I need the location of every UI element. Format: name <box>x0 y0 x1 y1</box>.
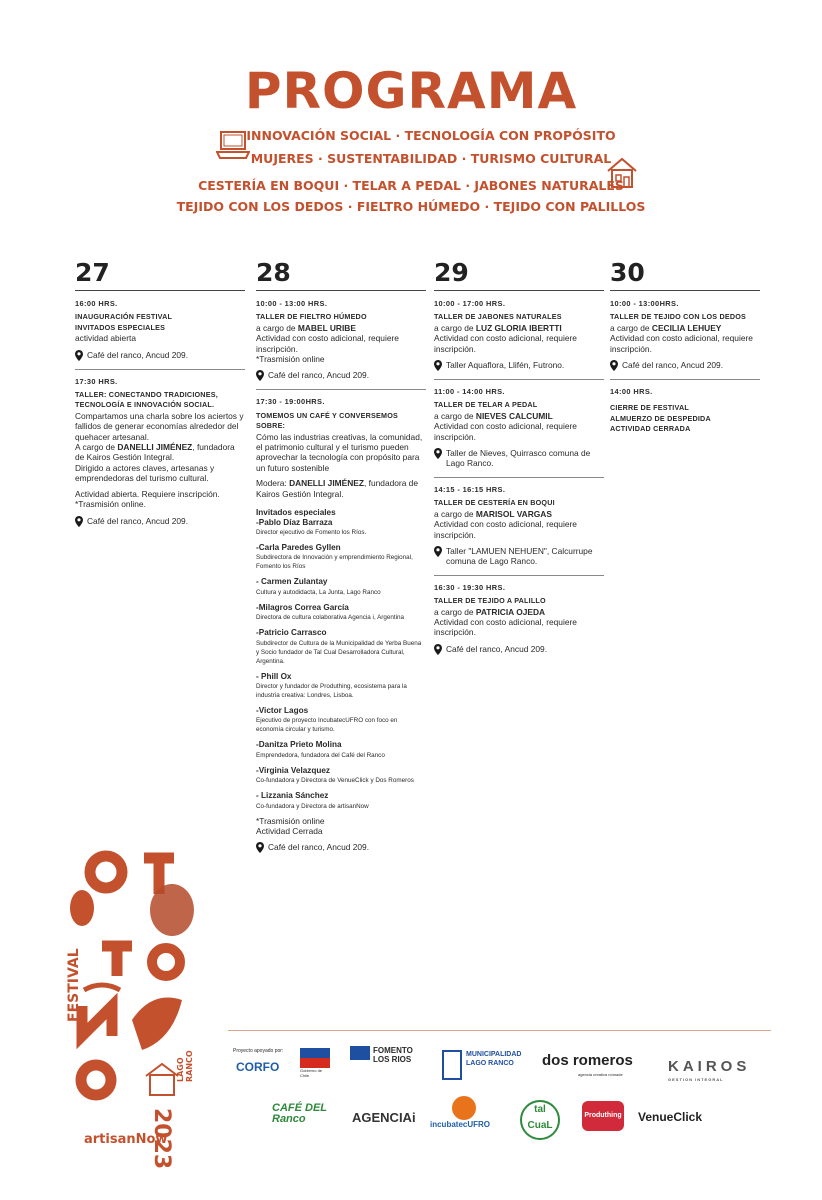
dosromeros-sub: agencia creativa nómade <box>578 1072 623 1077</box>
guest-name: -Victor Lagos <box>256 705 309 715</box>
event-time: 17:30 - 19:00HRS. <box>256 397 325 407</box>
guest-description: Co-fundadora y Directora de artisanNow <box>256 802 369 810</box>
event-host <box>256 323 426 333</box>
location-text: Café del ranco, Ancud 209. <box>622 360 724 371</box>
location-pin-icon <box>434 546 442 557</box>
cafe-del-ranco-logo: CAFÉ DEL Ranco <box>272 1102 327 1125</box>
event-title: TALLER DE CESTERÍA EN BOQUI <box>434 498 555 508</box>
festival-year: 2023 <box>149 1108 174 1170</box>
page-title: PROGRAMA <box>244 62 578 120</box>
event-location <box>434 448 604 469</box>
location-pin-icon <box>256 370 264 381</box>
location-pin-icon <box>75 516 83 527</box>
event-location <box>256 370 426 381</box>
house-icon <box>604 155 640 191</box>
host-prefix: a cargo de <box>434 606 476 617</box>
event-time: 16:00 HRS. <box>75 299 118 308</box>
event-time: 11:00 - 14:00 HRS. <box>434 387 505 397</box>
event-title: TALLER DE TEJIDO CON LOS DEDOS <box>610 312 747 322</box>
host-prefix: a cargo de <box>434 410 476 421</box>
event-moderator <box>256 478 426 499</box>
guest-name: - Lizzania Sánchez <box>256 791 329 801</box>
guest-item <box>256 577 426 596</box>
day-number: 30 <box>610 258 760 291</box>
incubatec-logo <box>430 1096 500 1129</box>
location-text: Taller "LAMUEN NEHUEN", Calcurrupe comuna de Lago Ranco. <box>446 545 593 567</box>
autumn-leaves-illustration <box>62 850 202 1150</box>
event-time: 10:00 - 17:00 HRS. <box>434 299 506 308</box>
event-note: Actividad con costo adicional, requiere inscripción. <box>256 333 399 354</box>
event-subtitle: INVITADOS ESPECIALES <box>75 322 166 332</box>
gobierno-text: Gobierno de Chile <box>300 1068 323 1078</box>
event-time: 10:00 - 13:00 HRS. <box>256 299 328 308</box>
guest-item <box>256 766 426 785</box>
guest-description: Cultura y autodidacta, La Junta, Lago Ranco <box>256 588 381 596</box>
divider <box>256 389 426 390</box>
location-pin-icon <box>610 360 618 371</box>
event-note: Actividad con costo adicional, requiere inscripción. <box>434 333 577 354</box>
venueclick-logo: VenueClick <box>638 1110 703 1124</box>
dosromeros-logo: dos romeros <box>542 1052 633 1069</box>
muni-text: MUNICIPALIDAD LAGO RANCO <box>466 1051 522 1067</box>
event-time: 14:00 HRS. <box>610 387 653 397</box>
topics-line-2: MUJERES · SUSTENTABILIDAD · TURISMO CULTURAL <box>250 151 612 166</box>
location-text: Café del ranco, Ancud 209. <box>87 349 189 360</box>
guest-description: Director y fundador de Produthing, ecosistema para la industria creativa: Londres, Lisboa. <box>256 682 407 699</box>
logos-divider <box>228 1030 771 1031</box>
event-description: Compartamos una charla sobre los aciertos y fallidos de generar economías alrededor del quehacer artesanal. <box>75 410 244 442</box>
host-prefix: a cargo de <box>610 322 652 333</box>
host-name: CECILIA LEHUEY <box>651 322 722 333</box>
event-title: INAUGURACIÓN FESTIVAL <box>75 312 173 322</box>
event-stream: *Trasmisión online <box>256 815 325 826</box>
event-location <box>75 516 245 527</box>
host-prefix: a cargo de <box>256 322 298 333</box>
guest-item <box>256 791 426 810</box>
host-name: PATRICIA OJEDA <box>475 606 546 617</box>
event-host <box>434 509 604 519</box>
guest-description: Subdirectora de Innovación y emprendimiento Regional, Fomento los Ríos <box>256 554 413 571</box>
guest-description: Directora de cultura colaborativa Agencia i, Argentina <box>256 614 405 622</box>
location-text: Taller Aquaflora, Llifén, Futrono. <box>446 360 565 371</box>
host-prefix: a cargo de <box>434 322 476 333</box>
guest-item <box>256 740 426 759</box>
event-note: Actividad con costo adicional, requiere inscripción. <box>610 333 753 354</box>
guest-list <box>256 518 426 811</box>
day-column-29 <box>434 258 604 655</box>
guest-name: -Virginia Velazquez <box>256 765 331 775</box>
event-stream: *Trasmisión online <box>256 354 325 365</box>
divider <box>610 379 760 380</box>
workshops-line-2: TEJIDO CON LOS DEDOS · FIELTRO HÚMEDO · TEJIDO CON PALILLOS <box>176 199 646 214</box>
location-text: Café del ranco, Ancud 209. <box>268 842 370 853</box>
event-time: 14:15 - 16:15 HRS. <box>434 484 506 494</box>
location-pin-icon <box>434 448 442 459</box>
location-text: Café del ranco, Ancud 209. <box>446 643 548 654</box>
moderator-name: DANELLI JIMÉNEZ <box>289 478 364 489</box>
event-subtitle: ALMUERZO DE DESPEDIDA <box>610 413 711 423</box>
day-number: 27 <box>75 258 245 291</box>
event-host <box>434 607 604 617</box>
festival-word: FESTIVAL <box>66 948 82 1022</box>
guest-item <box>256 603 426 622</box>
kairos-sub: GESTION INTEGRAL <box>668 1077 724 1082</box>
day-number: 29 <box>434 258 604 291</box>
guest-name: -Milagros Correa García <box>256 602 349 612</box>
corfo-logo: CORFO <box>236 1060 280 1074</box>
event-title: TOMEMOS UN CAFÉ Y CONVERSEMOS SOBRE: <box>256 410 398 431</box>
guest-name: -Danitza Prieto Molina <box>256 740 342 750</box>
moderator-prefix: Modera: <box>256 478 290 489</box>
artisannow-logo: artisanNow <box>84 1132 168 1147</box>
event-stream: *Trasmisión online. <box>75 499 146 510</box>
incubatec-text: incubatecUFRO <box>430 1120 491 1129</box>
festival-place: LAGO RANCO <box>176 1050 194 1082</box>
guest-item <box>256 628 426 665</box>
event-title: TALLER DE TELAR A PEDAL <box>434 400 538 410</box>
gobierno-logo <box>300 1048 330 1078</box>
agencia-i-logo: AGENCIAi <box>352 1110 416 1125</box>
guest-description: Co-fundadora y Directora de VenueClick y Dos Romeros <box>256 777 414 785</box>
event-title: TALLER DE JABONES NATURALES <box>434 312 562 322</box>
supported-label: Proyecto apoyado por: <box>233 1048 284 1054</box>
guests-title: Invitados especiales <box>256 508 336 518</box>
day-column-30 <box>610 258 760 435</box>
host-name: MABEL URIBE <box>297 322 356 333</box>
event-title: TALLER DE FIELTRO HÚMEDO <box>256 312 367 322</box>
moderator-suffix: , fundadora de Kairos Gestión Integral. <box>256 478 419 499</box>
location-text: Café del ranco, Ancud 209. <box>87 515 189 526</box>
event-location <box>75 350 245 361</box>
host-name: DANELLI JIMÉNEZ <box>117 442 193 453</box>
host-name: LUZ GLORIA IBERTTI <box>475 322 562 333</box>
event-access: Actividad abierta. Requiere inscripción. <box>75 488 220 499</box>
festival-logo <box>62 850 202 1170</box>
divider <box>75 369 245 370</box>
guest-description: Director ejecutivo de Fomento los Ríos. <box>256 528 367 536</box>
location-text: Café del ranco, Ancud 209. <box>268 370 370 381</box>
talcual-logo: tal CuaL <box>520 1100 560 1140</box>
event-host <box>610 323 760 333</box>
location-pin-icon <box>256 842 264 853</box>
host-name: MARISOL VARGAS <box>475 508 552 519</box>
event-title: TALLER DE TEJIDO A PALILLO <box>434 596 546 606</box>
event-host <box>75 442 245 463</box>
event-audience: Dirigido a actores claves, artesanas y emprendedoras del turismo cultural. <box>75 462 215 484</box>
workshops-line-1: CESTERÍA EN BOQUI · TELAR A PEDAL · JABONES NATURALES <box>198 178 624 193</box>
event-access: ACTIVIDAD CERRADA <box>610 424 691 434</box>
produthing-logo: Produthing <box>582 1101 624 1131</box>
guest-item <box>256 518 426 537</box>
event-note: actividad abierta <box>75 333 136 344</box>
divider <box>434 379 604 380</box>
guest-item <box>256 706 426 734</box>
kairos-logo: KAIROS <box>668 1058 751 1075</box>
location-text: Taller de Nieves, Quirrasco comuna de Lago Ranco. <box>446 448 591 469</box>
event-title: TALLER: CONECTANDO TRADICIONES, TECNOLOGÍA E INNOVACIÓN SOCIAL. <box>75 390 218 410</box>
guest-description: Ejecutivo de proyecto IncubatecUFRO con foco en economía circular y turismo. <box>256 717 398 734</box>
event-host <box>434 411 604 421</box>
guest-name: -Patricio Carrasco <box>256 628 327 638</box>
fomento-logo <box>350 1046 422 1064</box>
host-prefix: A cargo de <box>75 442 118 453</box>
guest-name: - Carmen Zulantay <box>256 577 328 587</box>
topics-line-1: INNOVACIÓN SOCIAL · TECNOLOGÍA CON PROPÓSITO <box>246 128 616 143</box>
host-suffix: , fundadora de Kairos Gestión Integral. <box>75 442 235 463</box>
muni-logo <box>442 1050 522 1080</box>
location-pin-icon <box>434 644 442 655</box>
divider <box>434 575 604 576</box>
fomento-text: FOMENTO LOS RIOS <box>373 1046 413 1064</box>
event-location <box>434 546 604 567</box>
host-prefix: a cargo de <box>434 508 476 519</box>
guest-name: -Pablo Díaz Barraza <box>256 517 333 527</box>
event-time: 10:00 - 13:00HRS. <box>610 299 679 308</box>
guest-item <box>256 672 426 700</box>
location-pin-icon <box>434 360 442 371</box>
host-name: NIEVES CALCUMIL <box>475 410 553 421</box>
event-time: 17:30 HRS. <box>75 376 118 386</box>
event-location <box>434 644 604 655</box>
event-note: Actividad con costo adicional, requiere inscripción. <box>434 616 577 638</box>
day-column-28 <box>256 258 426 853</box>
event-location <box>434 360 604 371</box>
event-note: Actividad con costo adicional, requiere inscripción. <box>434 421 577 442</box>
guest-item <box>256 543 426 571</box>
event-title: CIERRE DE FESTIVAL <box>610 403 689 413</box>
divider <box>434 477 604 478</box>
guest-name: -Carla Paredes Gyllen <box>256 542 341 552</box>
event-location <box>256 842 426 853</box>
event-description: Cómo las industrias creativas, la comunidad, el patrimonio cultural y el turismo pueden aprovechar la tecnología con propósito para un futuro sostenible <box>256 431 423 473</box>
event-location <box>610 360 760 371</box>
event-time: 16:30 - 19:30 HRS. <box>434 582 506 592</box>
event-host <box>434 323 604 333</box>
location-pin-icon <box>75 350 83 361</box>
event-note: Actividad con costo adicional, requiere inscripción. <box>434 519 577 540</box>
guest-name: - Phill Ox <box>256 671 292 681</box>
day-column-27 <box>75 258 245 527</box>
guest-description: Subdirector de Cultura de la Municipalidad de Yerba Buena y Socio fundador de Tal Cual Desarrolladora Cultural, Argentina. <box>256 639 422 665</box>
guest-description: Emprendedora, fundadora del Café del Ranco <box>256 751 385 759</box>
day-number: 28 <box>256 258 426 291</box>
event-access: Actividad Cerrada <box>256 825 323 836</box>
